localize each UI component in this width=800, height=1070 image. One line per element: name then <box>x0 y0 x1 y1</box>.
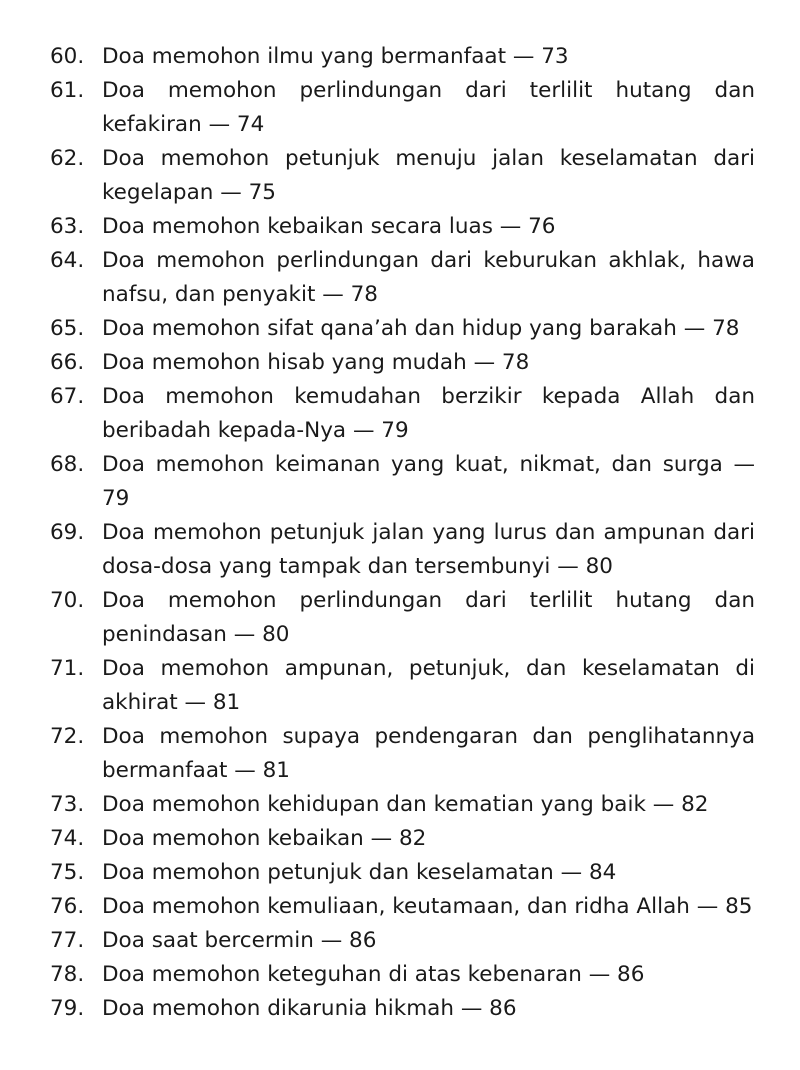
entry-separator: — <box>370 826 393 851</box>
entry-text <box>102 822 755 856</box>
entry-page: 80 <box>585 554 613 579</box>
entry-page: 79 <box>102 486 130 511</box>
entry-page: 84 <box>588 860 617 885</box>
entry-text <box>102 720 755 788</box>
entry-page: 75 <box>248 180 276 205</box>
entry-text <box>102 958 755 992</box>
entry-number: 72. <box>50 724 85 749</box>
entry-separator: — <box>557 554 579 579</box>
entry-page: 81 <box>262 758 290 783</box>
entry-separator: — <box>499 214 522 239</box>
entry-title: Doa memohon ilmu yang bermanfaat <box>102 44 507 69</box>
entry-number: 73. <box>50 792 85 817</box>
entry-title: Doa memohon keteguhan di atas kebenaran <box>102 962 582 987</box>
toc-entry-73 <box>50 788 755 822</box>
entry-number: 60. <box>50 44 85 69</box>
toc-entry-78 <box>50 958 755 992</box>
entry-page: 73 <box>541 44 569 69</box>
entry-page: 78 <box>501 350 530 375</box>
table-of-contents <box>50 40 755 1026</box>
toc-entry-68 <box>50 448 755 516</box>
entry-number: 78. <box>50 962 85 987</box>
entry-separator: — <box>696 894 719 919</box>
entry-number: 70. <box>50 588 85 613</box>
entry-number: 65. <box>50 316 85 341</box>
entry-text <box>102 40 755 74</box>
entry-separator: — <box>733 452 755 477</box>
entry-text <box>102 788 755 822</box>
entry-title: Doa memohon kemuliaan, keutamaan, dan ridha Allah <box>102 894 690 919</box>
entry-number: 69. <box>50 520 85 545</box>
entry-text <box>102 244 755 312</box>
entry-text <box>102 516 755 584</box>
entry-number: 68. <box>50 452 85 477</box>
entry-number: 61. <box>50 78 85 103</box>
toc-entry-64 <box>50 244 755 312</box>
entry-number: 67. <box>50 384 85 409</box>
entry-title: Doa memohon sifat qana’ah dan hidup yang barakah <box>102 316 677 341</box>
entry-separator: — <box>652 792 675 817</box>
toc-entry-66 <box>50 346 755 380</box>
entry-number: 76. <box>50 894 85 919</box>
toc-entry-62 <box>50 142 755 210</box>
entry-page: 78 <box>350 282 378 307</box>
toc-entry-69 <box>50 516 755 584</box>
entry-page: 86 <box>349 928 377 953</box>
entry-title: Doa memohon petunjuk dan keselamatan <box>102 860 554 885</box>
entry-separator: — <box>473 350 496 375</box>
entry-page: 74 <box>236 112 265 137</box>
entry-page: 81 <box>212 690 241 715</box>
entry-title: Doa memohon kehidupan dan kematian yang baik <box>102 792 646 817</box>
entry-page: 82 <box>681 792 709 817</box>
entry-number: 71. <box>50 656 85 681</box>
entry-title: Doa memohon perlindungan dari terlilit hutang dan kefakiran <box>102 78 755 137</box>
entry-title: Doa memohon perlindungan dari terlilit hutang dan penindasan <box>102 588 755 647</box>
entry-page: 76 <box>528 214 556 239</box>
entry-title: Doa memohon kebaikan <box>102 826 364 851</box>
entry-number: 63. <box>50 214 85 239</box>
entry-text <box>102 992 755 1026</box>
entry-title: Doa memohon supaya pendengaran dan penglihatannya bermanfaat <box>102 724 755 783</box>
entry-number: 79. <box>50 996 85 1021</box>
entry-separator: — <box>683 316 706 341</box>
entry-number: 77. <box>50 928 85 953</box>
entry-text <box>102 448 755 516</box>
toc-entry-76 <box>50 890 755 924</box>
entry-text <box>102 210 755 244</box>
entry-separator: — <box>234 758 256 783</box>
entry-title: Doa memohon kemudahan berzikir kepada Allah dan beribadah kepada-Nya <box>102 384 755 443</box>
entry-title: Doa memohon dikarunia hikmah <box>102 996 454 1021</box>
entry-page: 86 <box>617 962 645 987</box>
entry-text <box>102 584 755 652</box>
entry-separator: — <box>322 282 344 307</box>
toc-entry-79 <box>50 992 755 1026</box>
entry-separator: — <box>220 180 242 205</box>
toc-entry-61 <box>50 74 755 142</box>
entry-page: 79 <box>381 418 409 443</box>
entry-separator: — <box>184 690 207 715</box>
entry-text <box>102 652 755 720</box>
entry-separator: — <box>460 996 483 1021</box>
toc-entry-72 <box>50 720 755 788</box>
entry-page: 80 <box>262 622 290 647</box>
toc-entry-67 <box>50 380 755 448</box>
entry-page: 85 <box>725 894 753 919</box>
toc-entry-60 <box>50 40 755 74</box>
entry-title: Doa memohon kebaikan secara luas <box>102 214 493 239</box>
entry-number: 64. <box>50 248 85 273</box>
entry-page: 86 <box>489 996 517 1021</box>
entry-number: 66. <box>50 350 85 375</box>
entry-text <box>102 924 755 958</box>
entry-title: Doa saat bercermin <box>102 928 314 953</box>
entry-separator: — <box>588 962 611 987</box>
entry-separator: — <box>352 418 375 443</box>
entry-page: 82 <box>399 826 427 851</box>
entry-separator: — <box>560 860 583 885</box>
toc-entry-71 <box>50 652 755 720</box>
toc-entry-74 <box>50 822 755 856</box>
entry-title: Doa memohon petunjuk menuju jalan keselamatan dari kegelapan <box>102 146 755 205</box>
entry-separator: — <box>208 112 231 137</box>
entry-text <box>102 890 755 924</box>
entry-text <box>102 142 755 210</box>
entry-text <box>102 312 755 346</box>
entry-title: Doa memohon ampunan, petunjuk, dan keselamatan di akhirat <box>102 656 755 715</box>
entry-page: 78 <box>712 316 740 341</box>
toc-entry-77 <box>50 924 755 958</box>
entry-separator: — <box>233 622 256 647</box>
toc-entry-75 <box>50 856 755 890</box>
entry-text <box>102 856 755 890</box>
toc-entry-70 <box>50 584 755 652</box>
entry-number: 75. <box>50 860 85 885</box>
entry-title: Doa memohon petunjuk jalan yang lurus dan ampunan dari dosa-dosa yang tampak dan tersembunyi <box>102 520 755 579</box>
toc-entry-65 <box>50 312 755 346</box>
entry-separator: — <box>512 44 535 69</box>
entry-text <box>102 380 755 448</box>
entry-number: 62. <box>50 146 85 171</box>
entry-number: 74. <box>50 826 85 851</box>
entry-title: Doa memohon perlindungan dari keburukan akhlak, hawa nafsu, dan penyakit <box>102 248 755 307</box>
toc-entry-63 <box>50 210 755 244</box>
entry-text <box>102 74 755 142</box>
entry-text <box>102 346 755 380</box>
entry-title: Doa memohon hisab yang mudah <box>102 350 467 375</box>
entry-title: Doa memohon keimanan yang kuat, nikmat, dan surga <box>102 452 723 477</box>
entry-separator: — <box>320 928 343 953</box>
